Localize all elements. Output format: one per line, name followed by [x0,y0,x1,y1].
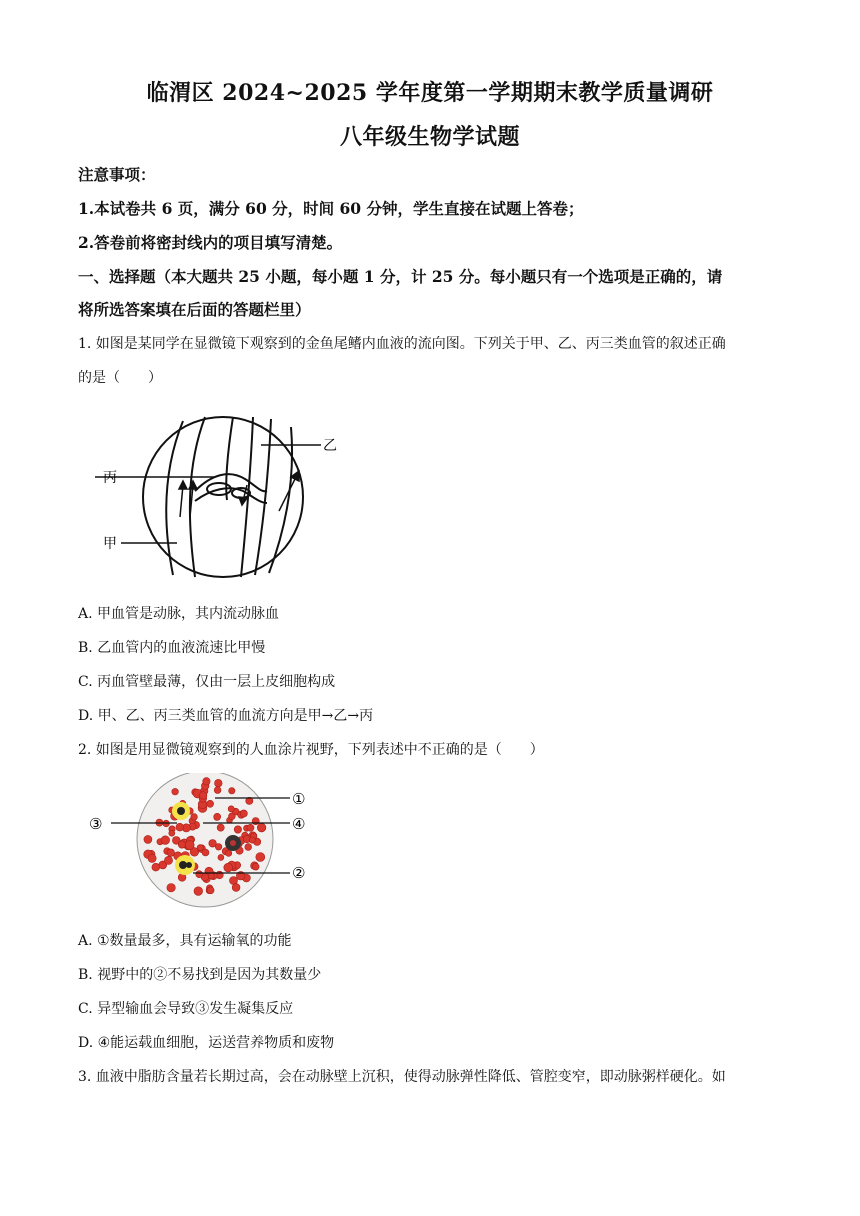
red-blood-cell [202,849,209,856]
red-blood-cell [224,863,233,872]
label-4: ④ [292,815,306,833]
red-blood-cell [215,779,223,787]
red-blood-cell [229,788,235,794]
red-blood-cell [185,841,194,850]
red-blood-cell [161,836,170,845]
question-1-option-a: A. 甲血管是动脉，其内流动脉血 [78,606,280,622]
red-blood-cell [196,871,203,878]
red-blood-cell [144,835,152,843]
question-2-option-d: D. ④能运载血细胞，运送营养物质和废物 [78,1035,335,1051]
red-blood-cell [208,873,214,879]
red-blood-cell [252,818,259,825]
red-blood-cell [215,844,222,851]
red-blood-cell [214,813,221,820]
red-blood-cell [249,837,255,843]
section-heading-line2: 将所选答案填在后面的答题栏里） [78,300,311,319]
label-1: ① [292,790,306,808]
red-blood-cell [232,884,240,892]
note-item-2: 2.答卷前将密封线内的项目填写清楚。 [78,233,343,252]
red-blood-cell [229,813,236,820]
label-2: ② [292,864,306,882]
question-2-option-a: A. ①数量最多，具有运输氧的功能 [78,933,292,949]
question-1-option-b: B. 乙血管内的血液流速比甲慢 [78,640,266,656]
red-blood-cell [197,845,203,851]
question-1-stem-line2: 的是（ ） [78,370,162,386]
red-blood-cell [247,824,254,831]
red-blood-cell [225,850,231,856]
red-blood-cell [167,884,175,892]
question-1-option-c: C. 丙血管壁最薄，仅由一层上皮细胞构成 [78,674,336,690]
exam-subtitle: 八年级生物学试题 [339,124,520,150]
question-2-option-b: B. 视野中的②不易找到是因为其数量少 [78,967,322,983]
question-2-option-c: C. 异型输血会导致③发生凝集反应 [78,1001,294,1017]
red-blood-cell [257,823,266,832]
red-blood-cell [218,854,224,860]
red-blood-cell [214,787,221,794]
question-2-stem: 2. 如图是用显微镜观察到的人血涂片视野，下列表述中不正确的是（ ） [78,742,544,758]
red-blood-cell [217,824,224,831]
red-blood-cell [148,854,156,862]
red-blood-cell [172,788,179,795]
red-blood-cell [252,863,259,870]
red-blood-cell [207,800,214,807]
red-blood-cell [176,823,184,831]
red-blood-cell [228,806,234,812]
red-blood-cell [245,844,252,851]
question-1-option-d: D. 甲、乙、丙三类血管的血流方向是甲→乙→丙 [78,708,374,724]
red-blood-cell [207,887,214,894]
exam-title: 临渭区 2024~2025 学年度第一学期期末教学质量调研 [146,80,714,106]
label-3: ③ [89,815,103,833]
notes-heading: 注意事项： [78,165,156,184]
question-1-stem-line1: 1. 如图是某同学在显微镜下观察到的金鱼尾鳍内血液的流向图。下列关于甲、乙、丙三类血管的叙述正确 [78,336,726,352]
red-blood-cell [234,826,241,833]
blood-vessel-figure [95,405,355,585]
red-blood-cell [194,887,203,896]
red-blood-cell [152,863,160,871]
question-3-stem: 3. 血液中脂肪含量若长期过高，会在动脉壁上沉积，使得动脉弹性降低、管腔变窄，即动脉粥样硬化。如 [78,1069,726,1085]
label-yi: 乙 [323,438,337,454]
red-blood-cell [178,841,185,848]
red-blood-cell [164,856,172,864]
note-item-1: 1.本试卷共 6 页，满分 60 分，时间 60 分钟，学生直接在试题上答卷； [78,199,584,218]
red-blood-cell [203,778,210,785]
section-heading-line1: 一、选择题（本大题共 25 小题，每小题 1 分，计 25 分。每小题只有一个选项是正确的，请 [78,267,723,286]
blood-smear-figure [85,773,325,913]
label-jia: 甲 [103,536,117,552]
red-blood-cell [256,853,265,862]
red-blood-cell [191,814,198,821]
red-blood-cell [199,792,207,800]
red-blood-cell [167,849,175,857]
red-blood-cell [169,830,175,836]
label-bing: 丙 [103,470,117,486]
red-blood-cell [240,810,247,817]
